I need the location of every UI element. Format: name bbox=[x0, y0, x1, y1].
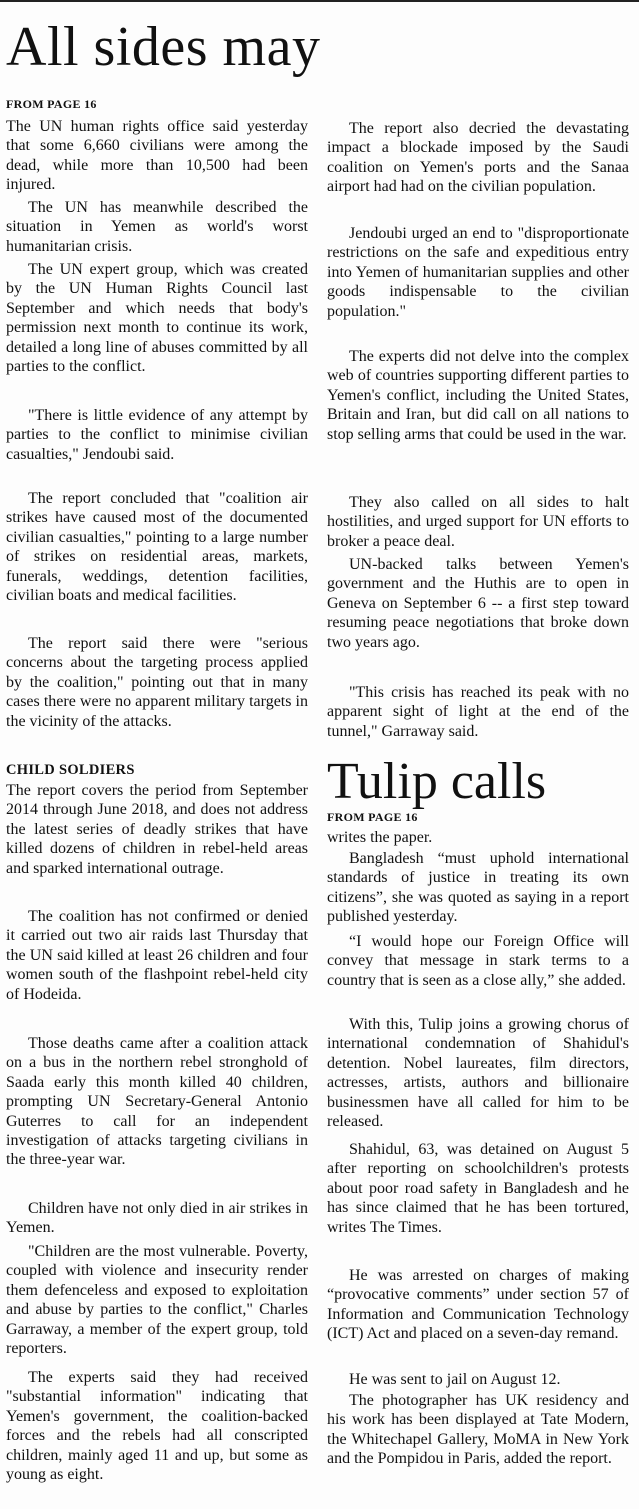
article2-paragraph: Shahidul, 63, was detained on August 5 after reporting on schoolchildren's protests about poor road safety in Bangladesh and he has since claimed that he has been tortured, writes The Times. bbox=[327, 1141, 629, 1236]
top-rule bbox=[0, 0, 639, 2]
article2-paragraph: The photographer has UK residency and his work has been displayed at Tate Modern, the Whitechapel Gallery, MoMA in New York and the Pompidou in Paris, added the report. bbox=[327, 1392, 629, 1468]
article1-paragraph: The UN expert group, which was created by the UN Human Rights Council last September and which needs that body's permission next month to continue its work, detailed a long line of abuses committed by all parties to the conflict. bbox=[6, 261, 308, 376]
article1-paragraph: The report said there were "serious concerns about the targeting process applied by the coalition," pointing out that in many cases there were no apparent military targets in the vicinity of the attacks. bbox=[6, 635, 308, 730]
article1-paragraph: The report covers the period from September 2014 through June 2018, and does not address the latest series of deadly strikes that have killed dozens of children in rebel-held areas and sparked international outrage. bbox=[6, 782, 308, 877]
article1-paragraph: The coalition has not confirmed or denied it carried out two air raids last Thursday that the UN said killed at least 26 children and four women south of the flashpoint rebel-held city of Hodeida. bbox=[6, 908, 308, 1003]
article1-subhead: CHILD SOLDIERS bbox=[6, 762, 135, 778]
article1-paragraph: The UN human rights office said yesterday that some 6,660 civilians were among the dead, while more than 10,500 had been injured. bbox=[6, 118, 308, 194]
article2-paragraph: He was arrested on charges of making “provocative comments” under section 57 of Information and Communication Technology (ICT) Act and placed on a seven-day remand. bbox=[327, 1267, 629, 1343]
article2-paragraph: He was sent to jail on August 12. bbox=[349, 1371, 561, 1388]
article1-headline: All sides may bbox=[6, 16, 321, 78]
article1-paragraph: The experts did not delve into the complex web of countries supporting different parties to Yemen's conflict, including the United States, Britain and Iran, but did call on all nations to stop selling arms that could be used in the war. bbox=[327, 348, 629, 443]
article2-paragraph: With this, Tulip joins a growing chorus of international condemnation of Shahidul's detention. Nobel laureates, film directors, actresses, artists, authors and billionaire businessmen have all called for him to be released. bbox=[327, 1016, 629, 1131]
article1-paragraph: The UN has meanwhile described the situation in Yemen as world's worst humanitarian crisis. bbox=[6, 199, 308, 255]
article2-paragraph: “I would hope our Foreign Office will convey that message in stark terms to a country that is seen as a close ally,” she added. bbox=[327, 933, 629, 989]
article1-paragraph: The report concluded that "coalition air strikes have caused most of the documented civilian casualties," pointing to a large number of strikes on residential areas, markets, funerals, weddings, detention facilities, civilian boats and medical facilities. bbox=[6, 490, 308, 605]
article2-kicker: FROM PAGE 16 bbox=[327, 810, 418, 824]
article1-paragraph: The experts said they had received "substantial information" indicating that Yemen's government, the coalition-backed forces and the rebels had all conscripted children, mainly aged 11 and up, but some as young as eight. bbox=[6, 1369, 308, 1484]
article1-kicker: FROM PAGE 16 bbox=[6, 97, 97, 111]
article2-headline: Tulip calls bbox=[327, 753, 547, 810]
article1-paragraph: The report also decried the devastating impact a blockade imposed by the Saudi coalition on Yemen's ports and the Sanaa airport had had on the civilian population. bbox=[327, 120, 629, 196]
article1-paragraph: "There is little evidence of any attempt by parties to the conflict to minimise civilian casualties," Jendoubi said. bbox=[6, 407, 308, 463]
article1-paragraph: They also called on all sides to halt hostilities, and urged support for UN efforts to broker a peace deal. bbox=[327, 494, 629, 550]
article1-paragraph: UN-backed talks between Yemen's government and the Huthis are to open in Geneva on September 6 -- a first step toward resuming peace negotiations that broke down two years ago. bbox=[327, 556, 629, 651]
article2-paragraph: Bangladesh “must uphold international standards of justice in treating its own citizens”, she was quoted as saying in a report published yesterday. bbox=[327, 850, 629, 926]
article1-paragraph: "Children are the most vulnerable. Poverty, coupled with violence and insecurity render them defenceless and exposed to exploitation and abuse by parties to the conflict," Charles Garraway, a member of the expert group, told reporters. bbox=[6, 1243, 308, 1358]
article1-paragraph: Those deaths came after a coalition attack on a bus in the northern rebel stronghold of Saada early this month killed 40 children, prompting UN Secretary-General Antonio Guterres to call for an independent investigation of attacks targeting civilians in the three-year war. bbox=[6, 1035, 308, 1169]
article2-paragraph: writes the paper. bbox=[327, 829, 433, 846]
article1-paragraph: "This crisis has reached its peak with no apparent sight of light at the end of the tunnel," Garraway said. bbox=[327, 684, 629, 740]
article1-paragraph: Children have not only died in air strikes in Yemen. bbox=[6, 1200, 308, 1237]
article1-paragraph: Jendoubi urged an end to "disproportionate restrictions on the safe and expeditious entry into Yemen of humanitarian supplies and other goods indispensable to the civilian population." bbox=[327, 225, 629, 320]
